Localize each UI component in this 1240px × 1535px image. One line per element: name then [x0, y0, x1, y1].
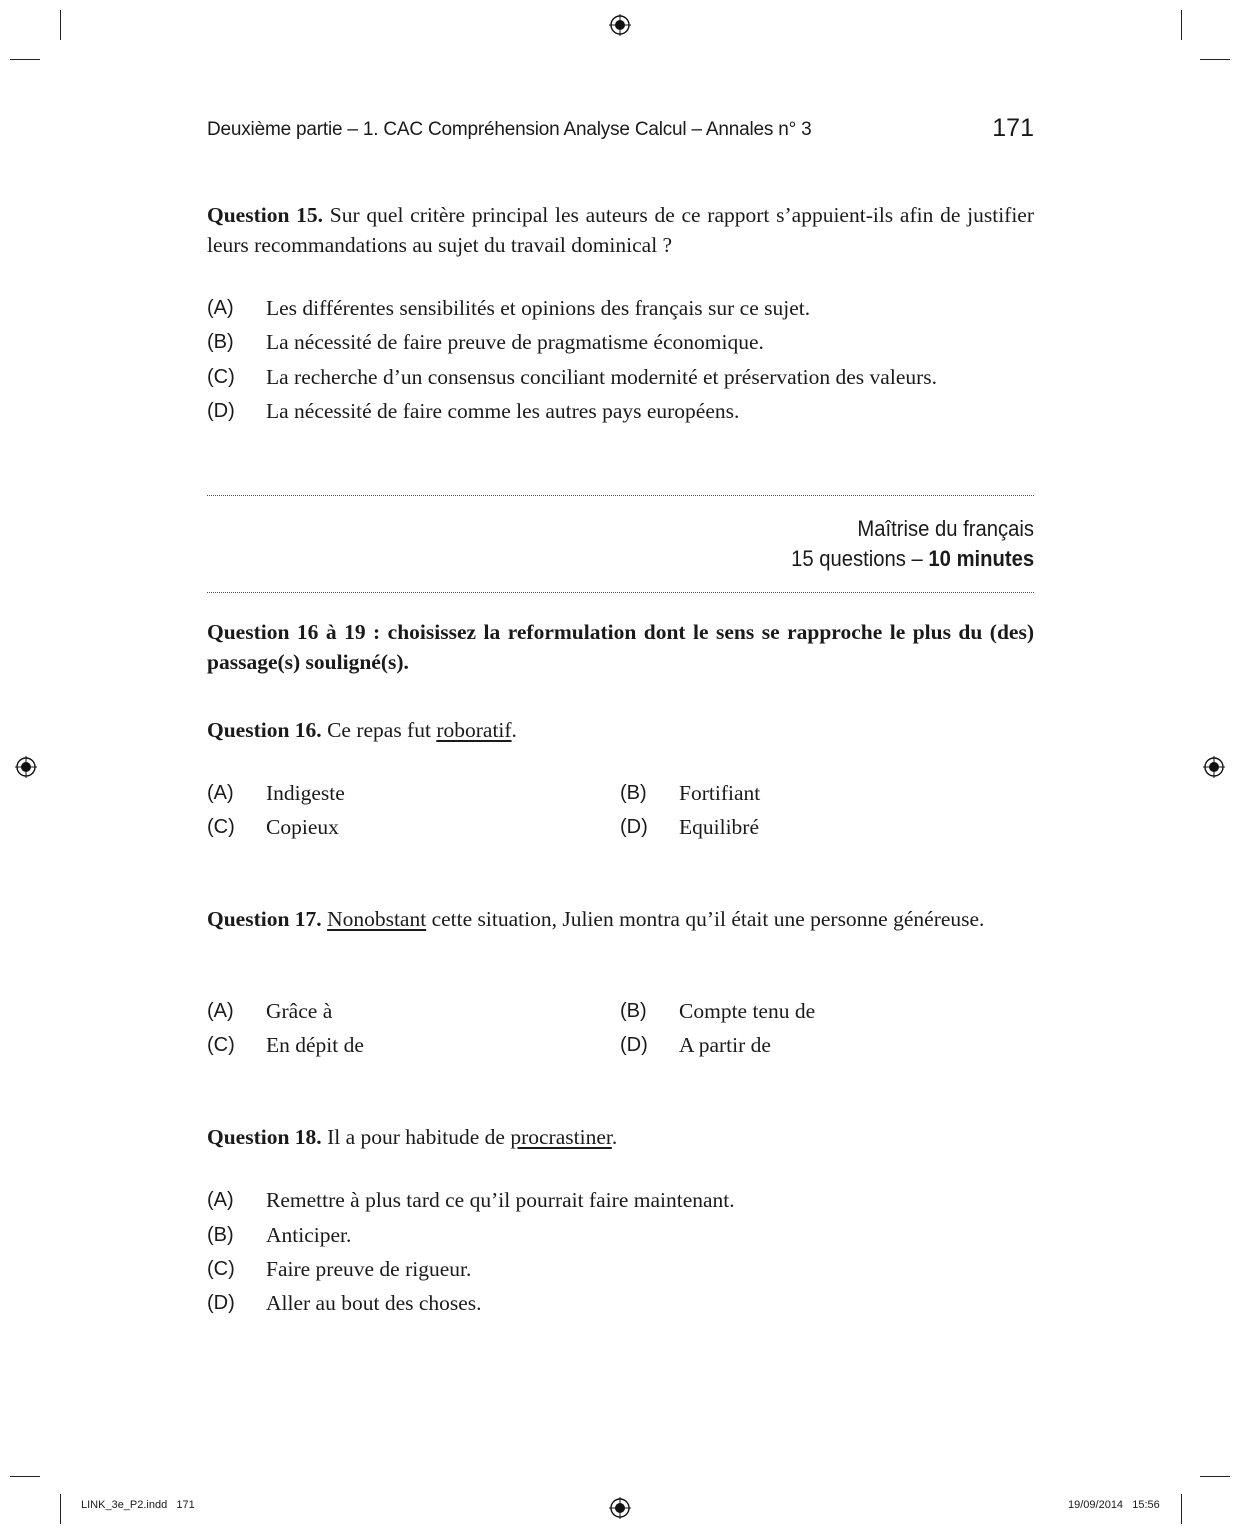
page-number: 171 [992, 114, 1034, 142]
question-18 [207, 1122, 1034, 1152]
question-text: cette situation, Julien montra qu’il était une personne généreuse. [426, 907, 985, 931]
section-subtitle [791, 546, 1034, 572]
option-letter: (D) [620, 1034, 648, 1056]
registration-mark-icon [15, 756, 37, 778]
registration-mark-icon [1203, 756, 1225, 778]
option-text: Aller au bout des choses. [266, 1291, 482, 1315]
underlined-term: Nonobstant [327, 907, 427, 931]
option-text: En dépit de [266, 1033, 364, 1057]
option-letter: (A) [207, 1189, 234, 1211]
option-letter: (C) [207, 816, 235, 838]
option-text: Compte tenu de [679, 999, 816, 1023]
question-text: Sur quel critère principal les auteurs de ce rapport s’appuient-ils afin de justifier leurs recommandations au sujet du travail dominical ? [207, 203, 1035, 257]
option-letter: (A) [207, 297, 234, 319]
crop-mark [1181, 1494, 1182, 1524]
option-text: La recherche d’un consensus conciliant modernité et préservation des valeurs. [266, 365, 938, 389]
option-letter: (D) [207, 400, 235, 422]
option-text: La nécessité de faire comme les autres pays européens. [266, 399, 740, 423]
question-label: Question 16. [207, 718, 322, 742]
divider [207, 495, 1034, 496]
instruction-text: Question 16 à 19 : choisissez la reformulation dont le sens se rapproche le plus du (des) passage(s) souligné(s). [207, 620, 1034, 674]
crop-mark [60, 1494, 61, 1524]
option-letter: (B) [207, 1224, 234, 1246]
underlined-term: roboratif [436, 718, 512, 742]
question-16 [207, 715, 1034, 745]
question-text: . [611, 1125, 618, 1149]
option-letter: (D) [207, 1292, 235, 1314]
slug-datetime: 19/09/2014 15:56 [1068, 1499, 1160, 1511]
registration-mark-icon [609, 14, 631, 36]
crop-mark [60, 10, 61, 40]
question-17 [207, 904, 1034, 934]
slug-filename: LINK_3e_P2.indd 171 [81, 1499, 195, 1511]
running-header: Deuxième partie – 1. CAC Compréhension Analyse Calcul – Annales n° 3 [207, 119, 812, 140]
question-text: . [511, 718, 517, 742]
question-label: Question 18. [207, 1125, 322, 1149]
crop-mark [1200, 59, 1230, 60]
option-letter: (C) [207, 366, 235, 388]
option-text: A partir de [679, 1033, 771, 1057]
option-letter: (B) [207, 331, 234, 353]
question-text: Ce repas fut [321, 718, 437, 742]
underlined-term: procrastiner [510, 1125, 612, 1149]
crop-mark [1200, 1476, 1230, 1477]
option-text: Equilibré [679, 815, 760, 839]
option-text: Anticiper. [266, 1223, 352, 1247]
option-text: Grâce à [266, 999, 333, 1023]
registration-mark-icon [609, 1497, 631, 1519]
option-letter: (B) [620, 1000, 647, 1022]
question-label: Question 15. [207, 203, 324, 227]
option-text: Remettre à plus tard ce qu’il pourrait faire maintenant. [266, 1188, 735, 1212]
option-text: Les différentes sensibilités et opinions des français sur ce sujet. [266, 296, 811, 320]
option-text: Fortifiant [679, 781, 761, 805]
question-text: Il a pour habitude de [321, 1125, 511, 1149]
instruction [207, 617, 1034, 677]
crop-mark [1181, 10, 1182, 40]
crop-mark [10, 59, 40, 60]
option-letter: (A) [207, 1000, 234, 1022]
section-count: 15 questions – [790, 546, 929, 571]
option-text: La nécessité de faire preuve de pragmatisme économique. [266, 330, 764, 354]
option-text: Indigeste [266, 781, 345, 805]
question-label: Question 17. [207, 907, 322, 931]
option-text: Faire preuve de rigueur. [266, 1257, 472, 1281]
option-letter: (A) [207, 782, 234, 804]
option-letter: (B) [620, 782, 647, 804]
section-title: Maîtrise du français [857, 516, 1034, 541]
divider [207, 592, 1034, 593]
question-15 [207, 200, 1034, 260]
option-letter: (C) [207, 1034, 235, 1056]
option-letter: (C) [207, 1258, 235, 1280]
option-letter: (D) [620, 816, 648, 838]
section-time: 10 minutes [928, 546, 1034, 571]
option-text: Copieux [266, 815, 339, 839]
crop-mark [10, 1476, 40, 1477]
